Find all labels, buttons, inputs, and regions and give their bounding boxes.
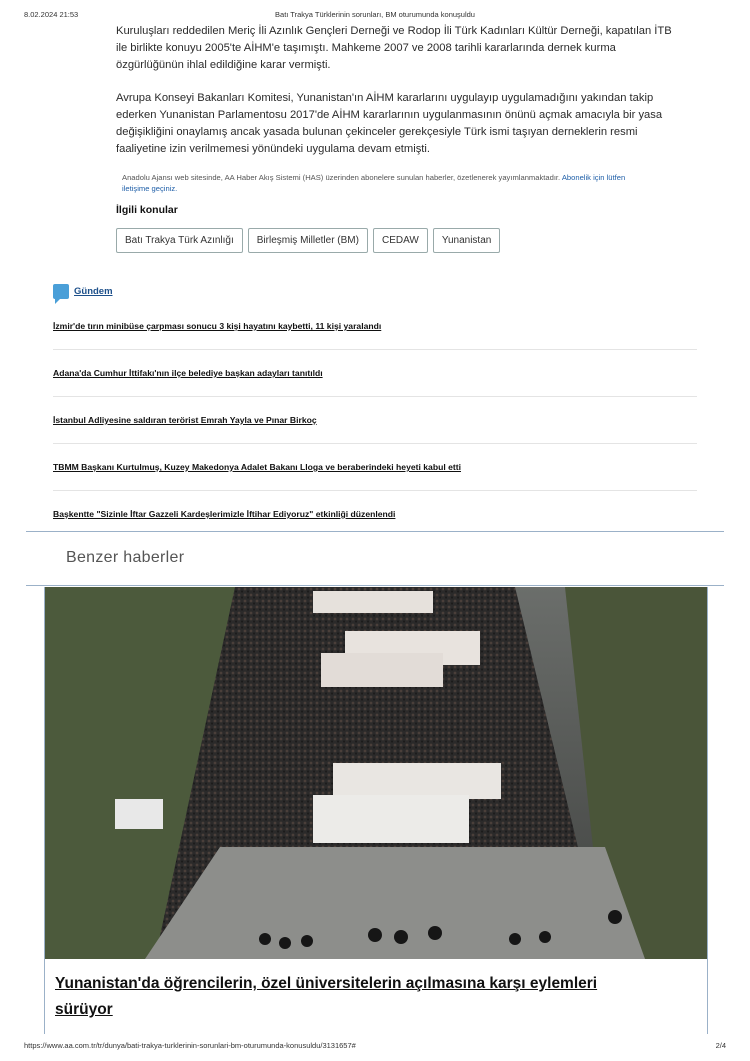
print-doc-title: Batı Trakya Türklerinin sorunları, BM oturumunda konuşuldu (275, 10, 475, 19)
disclaimer-text: Anadolu Ajansı web sitesinde, AA Haber Akış Sistemi (HAS) üzerinden abonelere sunulan haberler, özetlenerek yayımlanmaktadır. (122, 173, 562, 182)
news-link[interactable]: TBMM Başkanı Kurtulmuş, Kuzey Makedonya Adalet Bakanı Lloga ve beraberindeki heyeti kabul etti (53, 462, 461, 472)
section-divider (26, 585, 724, 586)
print-footer (0, 1041, 750, 1055)
list-item (53, 303, 697, 350)
protest-photo-illustration (45, 587, 707, 959)
similar-news-title-link[interactable]: Yunanistan'da öğrencilerin, özel üniversitelerin açılmasına karşı eylemleri sürüyor (55, 975, 598, 1018)
list-item (53, 444, 697, 491)
article-body (116, 23, 676, 174)
subscription-disclaimer (122, 172, 652, 194)
subscription-contact-link[interactable]: Abonelik için lütfen iletişime geçiniz. (122, 173, 626, 193)
similar-news-heading: Benzer haberler (66, 549, 185, 566)
related-topics-heading: İlgili konular (116, 204, 178, 216)
news-link[interactable]: İzmir'de tırın minibüse çarpması sonucu 3 kişi hayatını kaybetti, 11 kişi yaralandı (53, 321, 382, 331)
print-header (0, 10, 750, 24)
news-link[interactable]: Adana'da Cumhur İttifakı'nın ilçe belediye başkan adayları tanıtıldı (53, 368, 323, 378)
article-paragraph: Kuruluşları reddedilen Meriç İli Azınlık Gençleri Derneği ve Rodop İli Türk Kadınları Kültür Derneği, kapatılan İTB ile birlikte konuyu 2005'te AİHM'e taşımıştı. Mahkeme 2007 ve 2008 tarihli kararlarında dernek kurma özgürlüğünün ihlal edildiğine karar vermişti. (116, 25, 672, 71)
article-paragraph: Avrupa Konseyi Bakanları Komitesi, Yunanistan'ın AİHM kararlarını uygulayıp uygulamadığını yakından takip ederken Yunanistan Parlamentosu 2017'de AİHM kararlarının uygulanmasının önünü açmak amacıyla bir yasa değişikliğini onaylamış ancak yasada bulunan çekinceler gerekçesiyle Türk ismi taşıyan derneklerin resmi faaliyetine izin verilmemesi yönündeki uygulama devam etmişti. (116, 92, 663, 155)
print-page-number: 2/4 (715, 1041, 726, 1050)
topic-tag[interactable]: CEDAW (373, 228, 428, 253)
news-link[interactable]: Başkentte "Sizinle İftar Gazzeli Kardeşlerimizle İftihar Ediyoruz" etkinliği düzenlendi (53, 509, 396, 519)
related-topics-tags (116, 228, 500, 253)
speech-bubble-icon (53, 284, 69, 299)
gundem-link[interactable]: Gündem (74, 286, 113, 297)
news-link[interactable]: İstanbul Adliyesine saldıran terörist Emrah Yayla ve Pınar Birkoç (53, 415, 317, 425)
print-url: https://www.aa.com.tr/tr/dunya/bati-trakya-turklerinin-sorunlari-bm-oturumunda-konusuldu/3131657# (24, 1041, 356, 1050)
news-photo[interactable] (45, 587, 707, 959)
topic-tag[interactable]: Birleşmiş Milletler (BM) (248, 228, 368, 253)
similar-news-card[interactable] (44, 587, 708, 1034)
section-divider (26, 531, 724, 532)
list-item (53, 397, 697, 444)
list-item (53, 350, 697, 397)
topic-tag[interactable]: Yunanistan (433, 228, 501, 253)
gundem-news-list (53, 303, 697, 537)
print-date: 8.02.2024 21:53 (24, 10, 79, 19)
topic-tag[interactable]: Batı Trakya Türk Azınlığı (116, 228, 243, 253)
